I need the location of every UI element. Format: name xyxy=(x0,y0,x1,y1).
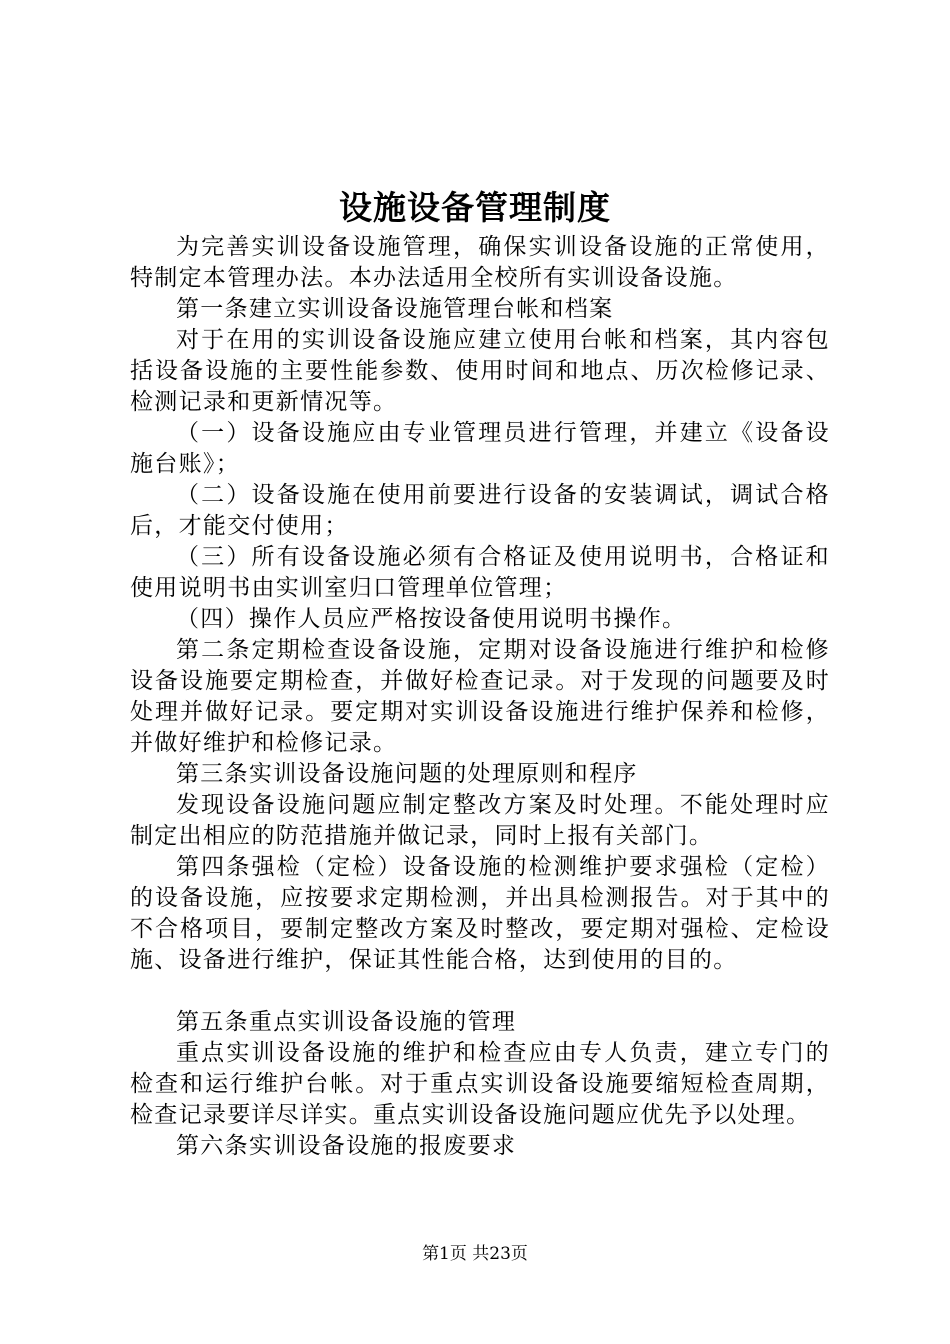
article-2: 第二条定期检查设备设施，定期对设备设施进行维护和检修设备设施要定期检查，并做好检查记录。对于发现的问题要及时处理并做好记录。要定期对实训设备设施进行维护保养和检修，并做好维护和检修记录。 xyxy=(130,637,830,756)
article-5-body: 重点实训设备设施的维护和检查应由专人负责，建立专门的检查和运行维护台帐。对于重点实训设备设施要缩短检查周期，检查记录要详尽详实。重点实训设备设施问题应优先予以处理。 xyxy=(130,1040,830,1128)
article-3-body: 发现设备设施问题应制定整改方案及时处理。不能处理时应制定出相应的防范措施并做记录，同时上报有关部门。 xyxy=(130,792,830,849)
document-title: 设施设备管理制度 xyxy=(339,188,611,227)
article-3-heading: 第三条实训设备设施问题的处理原则和程序 xyxy=(176,761,638,787)
article-4: 第四条强检（定检）设备设施的检测维护要求强检（定检）的设备设施，应按要求定期检测，并出具检测报告。对于其中的不合格项目，要制定整改方案及时整改，要定期对强检、定检设施、设备进行维护，保证其性能合格，达到使用的目的。 xyxy=(130,854,830,973)
article-6-heading: 第六条实训设备设施的报废要求 xyxy=(176,1133,517,1159)
page-number: 第1页 共23页 xyxy=(422,1244,528,1264)
article-1-item-2: （二）设备设施在使用前要进行设备的安装调试，调试合格后，才能交付使用； xyxy=(130,482,830,539)
article-5-heading: 第五条重点实训设备设施的管理 xyxy=(176,1009,517,1035)
article-1-heading: 第一条建立实训设备设施管理台帐和档案 xyxy=(176,296,614,322)
article-1-item-3: （三）所有设备设施必须有合格证及使用说明书，合格证和使用说明书由实训室归口管理单位管理； xyxy=(130,544,830,601)
article-1-item-1: （一）设备设施应由专业管理员进行管理，并建立《设备设施台账》； xyxy=(130,420,830,477)
article-1-item-4: （四）操作人员应严格按设备使用说明书操作。 xyxy=(176,606,687,632)
document-body xyxy=(130,232,830,1162)
paragraph-intro: 为完善实训设备设施管理，确保实训设备设施的正常使用，特制定本管理办法。本办法适用全校所有实训设备设施。 xyxy=(130,234,830,291)
article-1-body: 对于在用的实训设备设施应建立使用台帐和档案，其内容包括设备设施的主要性能参数、使用时间和地点、历次检修记录、检测记录和更新情况等。 xyxy=(130,327,830,415)
